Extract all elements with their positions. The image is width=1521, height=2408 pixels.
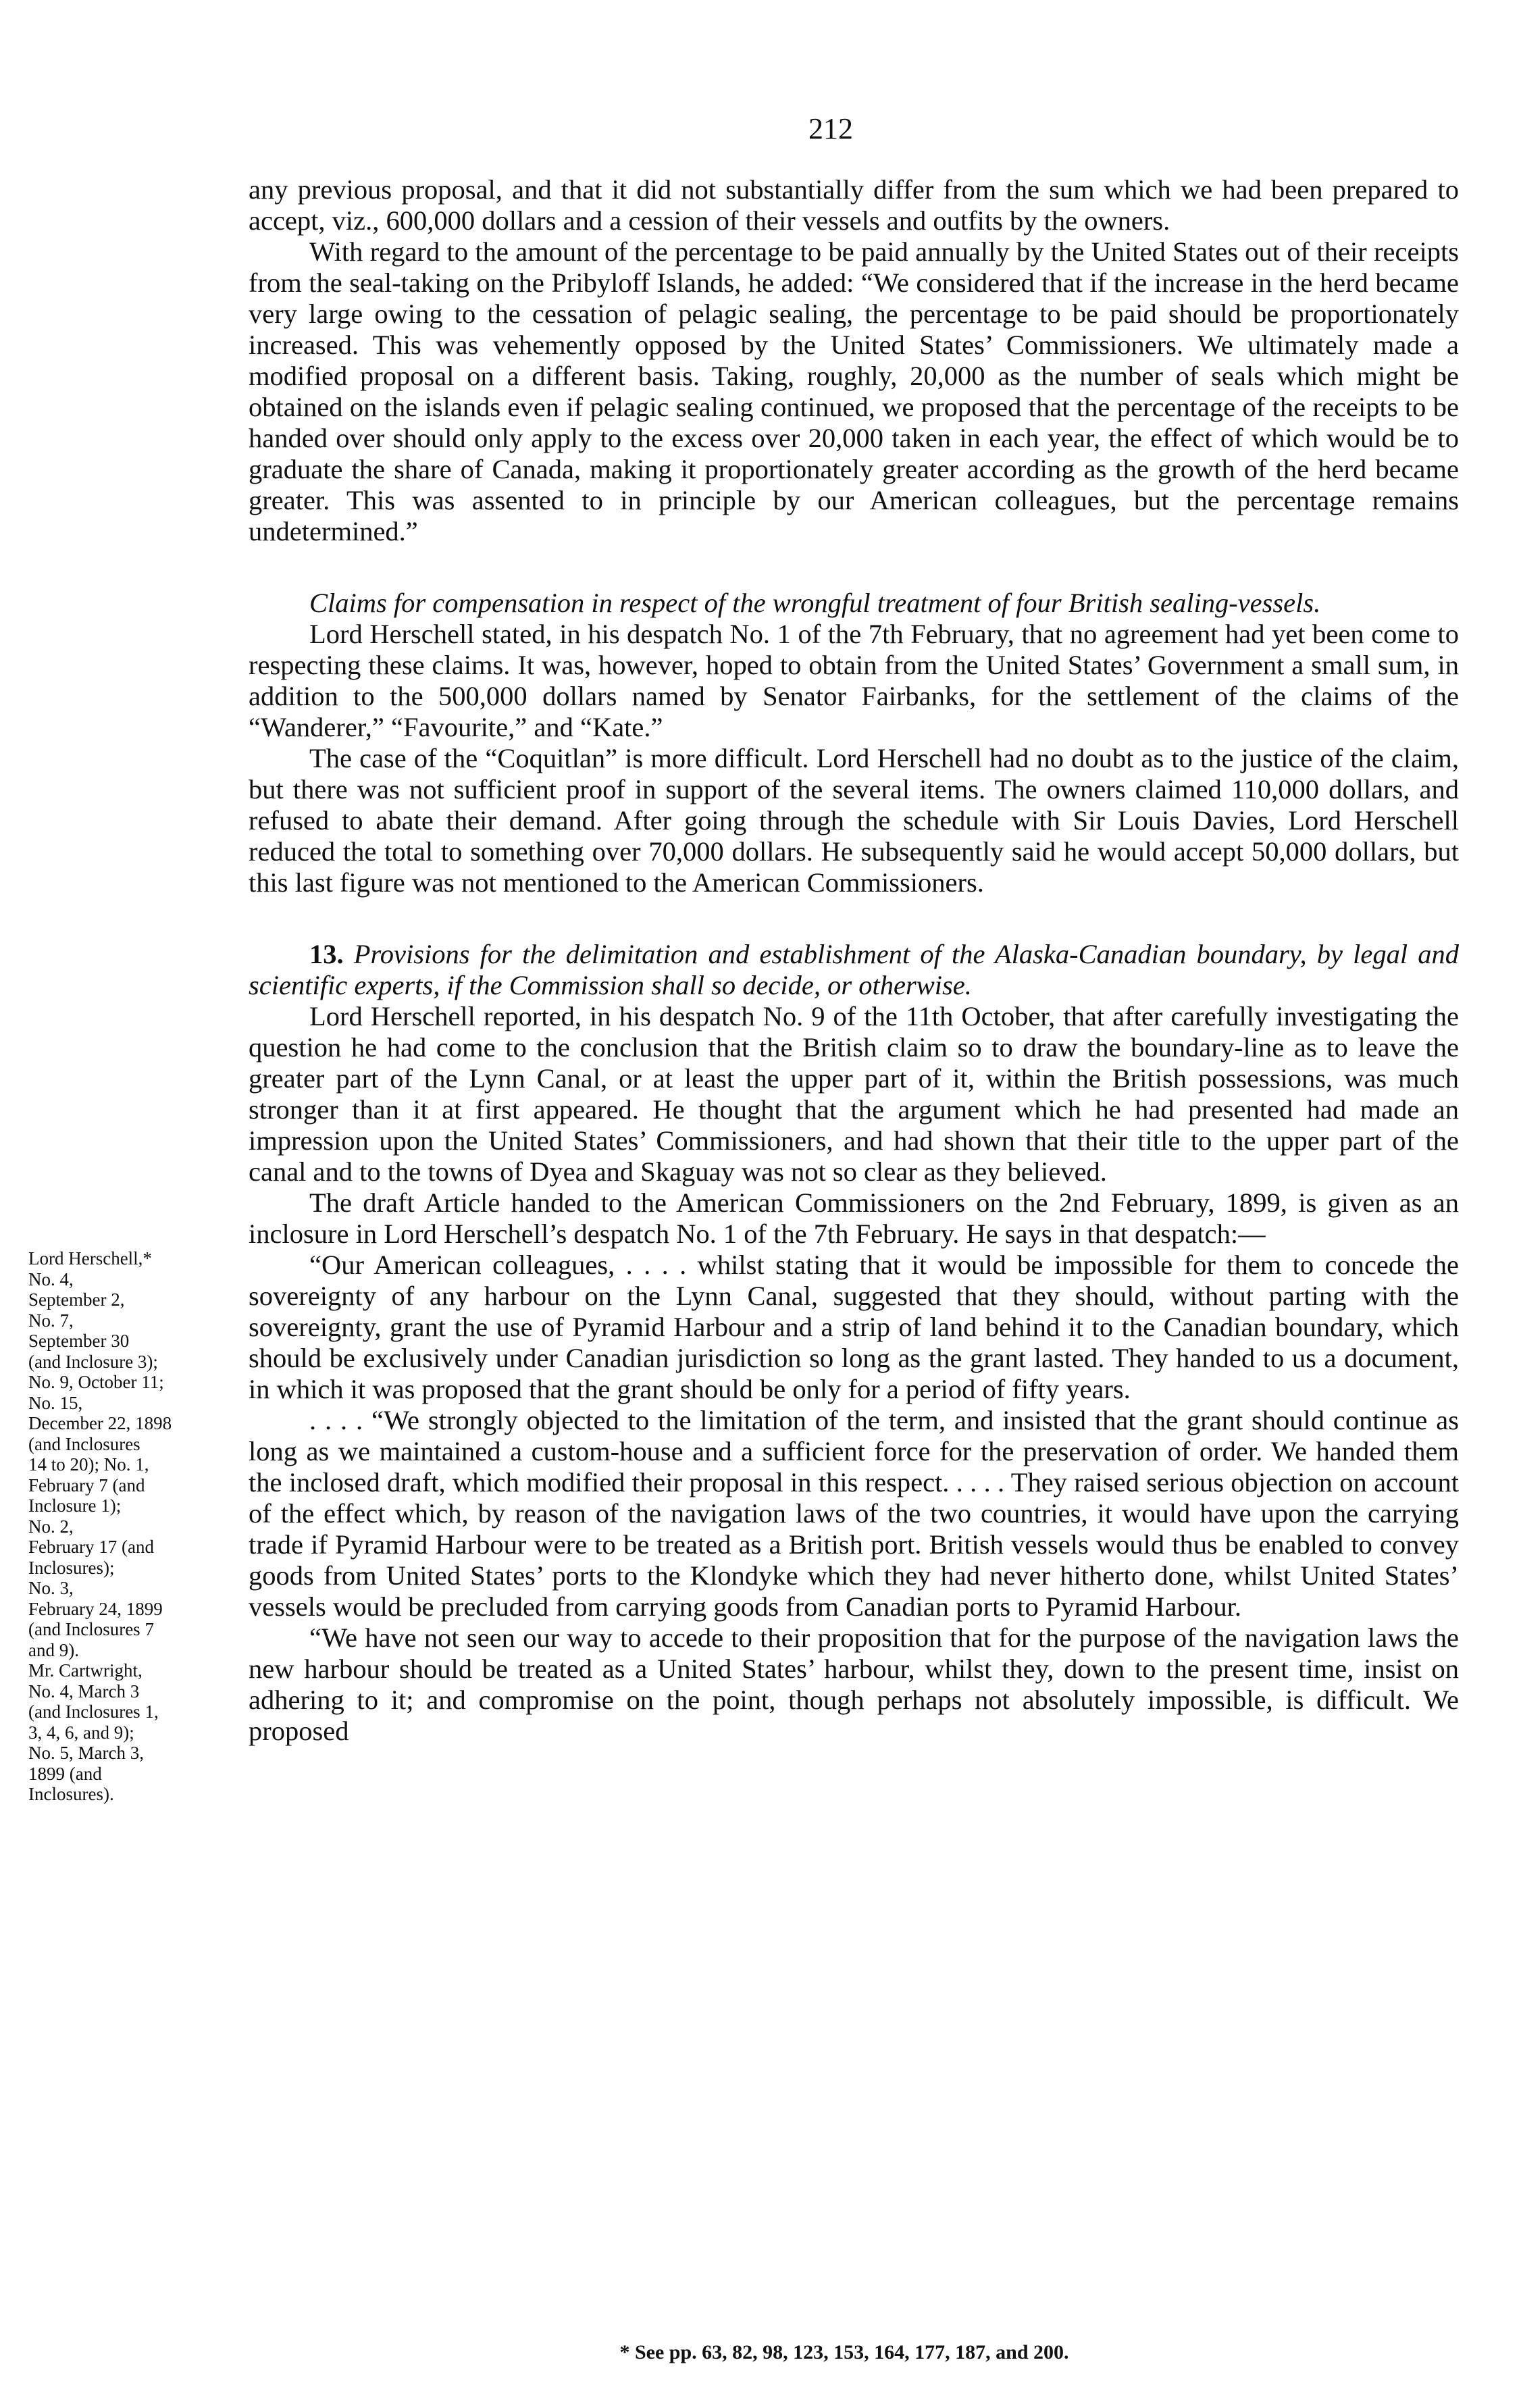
marginal-line: No. 15, — [28, 1392, 83, 1413]
marginal-line: February 7 (and — [28, 1475, 145, 1495]
marginal-line: Inclosures); — [28, 1557, 115, 1578]
marginal-note — [28, 1248, 231, 1805]
marginal-line: Inclosures). — [28, 1784, 114, 1804]
quoted-paragraph: “Our American colleagues, . . . . whilst stating that it would be impossible for them to concede the sovereignty of any harbour on the Lynn Canal, suggested that they should, without parting with the sovereignty, grant the use of Pyramid Harbour and a strip of land behind it to the Canadian boundary, which should be exclusively under Canadian jurisdiction so long as the grant lasted. They handed to us a document, in which it was proposed that the grant should be only for a period of fifty years. — [249, 1250, 1459, 1404]
marginal-line: Mr. Cartwright, — [28, 1660, 143, 1681]
marginal-line: September 2, — [28, 1289, 125, 1310]
marginal-line: No. 4, March 3 — [28, 1681, 140, 1701]
marginal-line: (and Inclosure 3); — [28, 1351, 158, 1372]
marginal-line: 1899 (and — [28, 1763, 102, 1784]
section-heading-text: Provisions for the delimitation and establishment of the Alaska-Canadian boundary, by legal and scientific experts, if the Commission shall so decide, or otherwise. — [249, 939, 1460, 1000]
page-number: 212 — [808, 112, 853, 145]
paragraph: The case of the “Coquitlan” is more difficult. Lord Herschell had no doubt as to the justice of the claim, but there was not sufficient proof in support of the several items. The owners claimed 110,000 dollars, and refused to abate their demand. After going through the schedule with Sir Louis Davies, Lord Herschell reduced the total to something over 70,000 dollars. He subsequently said he would accept 50,000 dollars, but this last figure was not mentioned to the American Commissioners. — [249, 743, 1459, 898]
marginal-line: No. 4, — [28, 1269, 74, 1289]
section-heading-text: Claims for compensation in respect of the wrongful treatment of four British sealing-vessels. — [309, 588, 1321, 618]
marginal-line: No. 7, — [28, 1310, 74, 1331]
marginal-line: No. 9, October 11; — [28, 1372, 164, 1392]
marginal-line: February 17 (and — [28, 1537, 154, 1557]
section-heading — [249, 939, 1459, 1001]
marginal-line: 14 to 20); No. 1, — [28, 1454, 149, 1475]
paragraph: The draft Article handed to the American Commissioners on the 2nd February, 1899, is given as an inclosure in Lord Herschell’s despatch No. 1 of the 7th February. He says in that despatch:— — [249, 1187, 1459, 1249]
marginal-line: No. 5, March 3, — [28, 1743, 144, 1763]
marginal-line: Lord Herschell,* — [28, 1248, 152, 1269]
section-number: 13. — [309, 939, 344, 969]
marginal-line: (and Inclosures 1, — [28, 1701, 159, 1722]
paragraph: Lord Herschell reported, in his despatch No. 9 of the 11th October, that after carefully investigating the question he had come to the conclusion that the British claim so to draw the boundary-line as to leave the greater part of the Lynn Canal, or at least the upper part of it, within the British possessions, was much stronger than it at first appeared. He thought that the argument which he had presented had made an impression upon the United States’ Commissioners, and had shown that their title to the upper part of the canal and to the towns of Dyea and Skaguay was not so clear as they believed. — [249, 1001, 1459, 1187]
marginal-line: December 22, 1898 — [28, 1413, 172, 1433]
marginal-line: No. 2, — [28, 1516, 74, 1537]
marginal-line: February 24, 1899 — [28, 1598, 163, 1619]
paragraph: Lord Herschell stated, in his despatch No. 1 of the 7th February, that no agreement had yet been come to respecting these claims. It was, however, hoped to obtain from the United States’ Government a small sum, in addition to the 500,000 dollars named by Senator Fairbanks, for the settlement of the claims of the “Wanderer,” “Favourite,” and “Kate.” — [249, 619, 1459, 742]
paragraph: any previous proposal, and that it did not substantially differ from the sum which we had been prepared to accept, viz., 600,000 dollars and a cession of their vessels and outfits by the owners. — [249, 174, 1459, 236]
marginal-line: September 30 — [28, 1331, 130, 1351]
section-heading — [249, 588, 1459, 619]
quoted-paragraph: “We have not seen our way to accede to their proposition that for the purpose of the navigation laws the new harbour should be treated as a United States’ harbour, whilst they, down to the present time, insist on adhering to it; and compromise on the point, though perhaps not absolutely impossible, is difficult. We proposed — [249, 1622, 1459, 1746]
marginal-line: and 9). — [28, 1639, 79, 1660]
marginal-line: No. 3, — [28, 1578, 74, 1598]
footnote: * See pp. 63, 82, 98, 123, 153, 164, 177, 187, and 200. — [619, 2341, 1069, 2363]
marginal-line: (and Inclosures — [28, 1433, 140, 1454]
paragraph: With regard to the amount of the percentage to be paid annually by the United States out of their receipts from the seal-taking on the Pribyloff Islands, he added: “We considered that if the increase in the herd became very large owing to the cessation of pelagic sealing, the percentage to be paid should be proportionately increased. This was vehemently opposed by the United States’ Commissioners. We ultimately made a modified proposal on a different basis. Taking, roughly, 20,000 as the number of seals which might be obtained on the islands even if pelagic sealing continued, we proposed that the percentage of the receipts to be handed over should only apply to the excess over 20,000 taken in each year, the effect of which would be to graduate the share of Canada, making it proportionately greater according as the growth of the herd became greater. This was assented to in principle by our American colleagues, but the percentage remains undetermined.” — [249, 236, 1459, 546]
marginal-line: Inclosure 1); — [28, 1495, 122, 1516]
main-text — [249, 174, 1459, 1747]
marginal-line: (and Inclosures 7 — [28, 1619, 154, 1639]
quoted-paragraph: . . . . “We strongly objected to the limitation of the term, and insisted that the grant should continue as long as we maintained a custom-house and a sufficient force for the preservation of order. We handed them the inclosed draft, which modified their proposal in this respect. . . . . They raised serious objection on account of the effect which, by reason of the navigation laws of the two countries, it would have upon the carrying trade if Pyramid Harbour were to be treated as a British port. British vessels would thus be enabled to convey goods from United States’ ports to the Klondyke which they had never hitherto done, whilst United States’ vessels would be precluded from carrying goods from Canadian ports to Pyramid Harbour. — [249, 1405, 1459, 1622]
marginal-line: 3, 4, 6, and 9); — [28, 1722, 134, 1743]
